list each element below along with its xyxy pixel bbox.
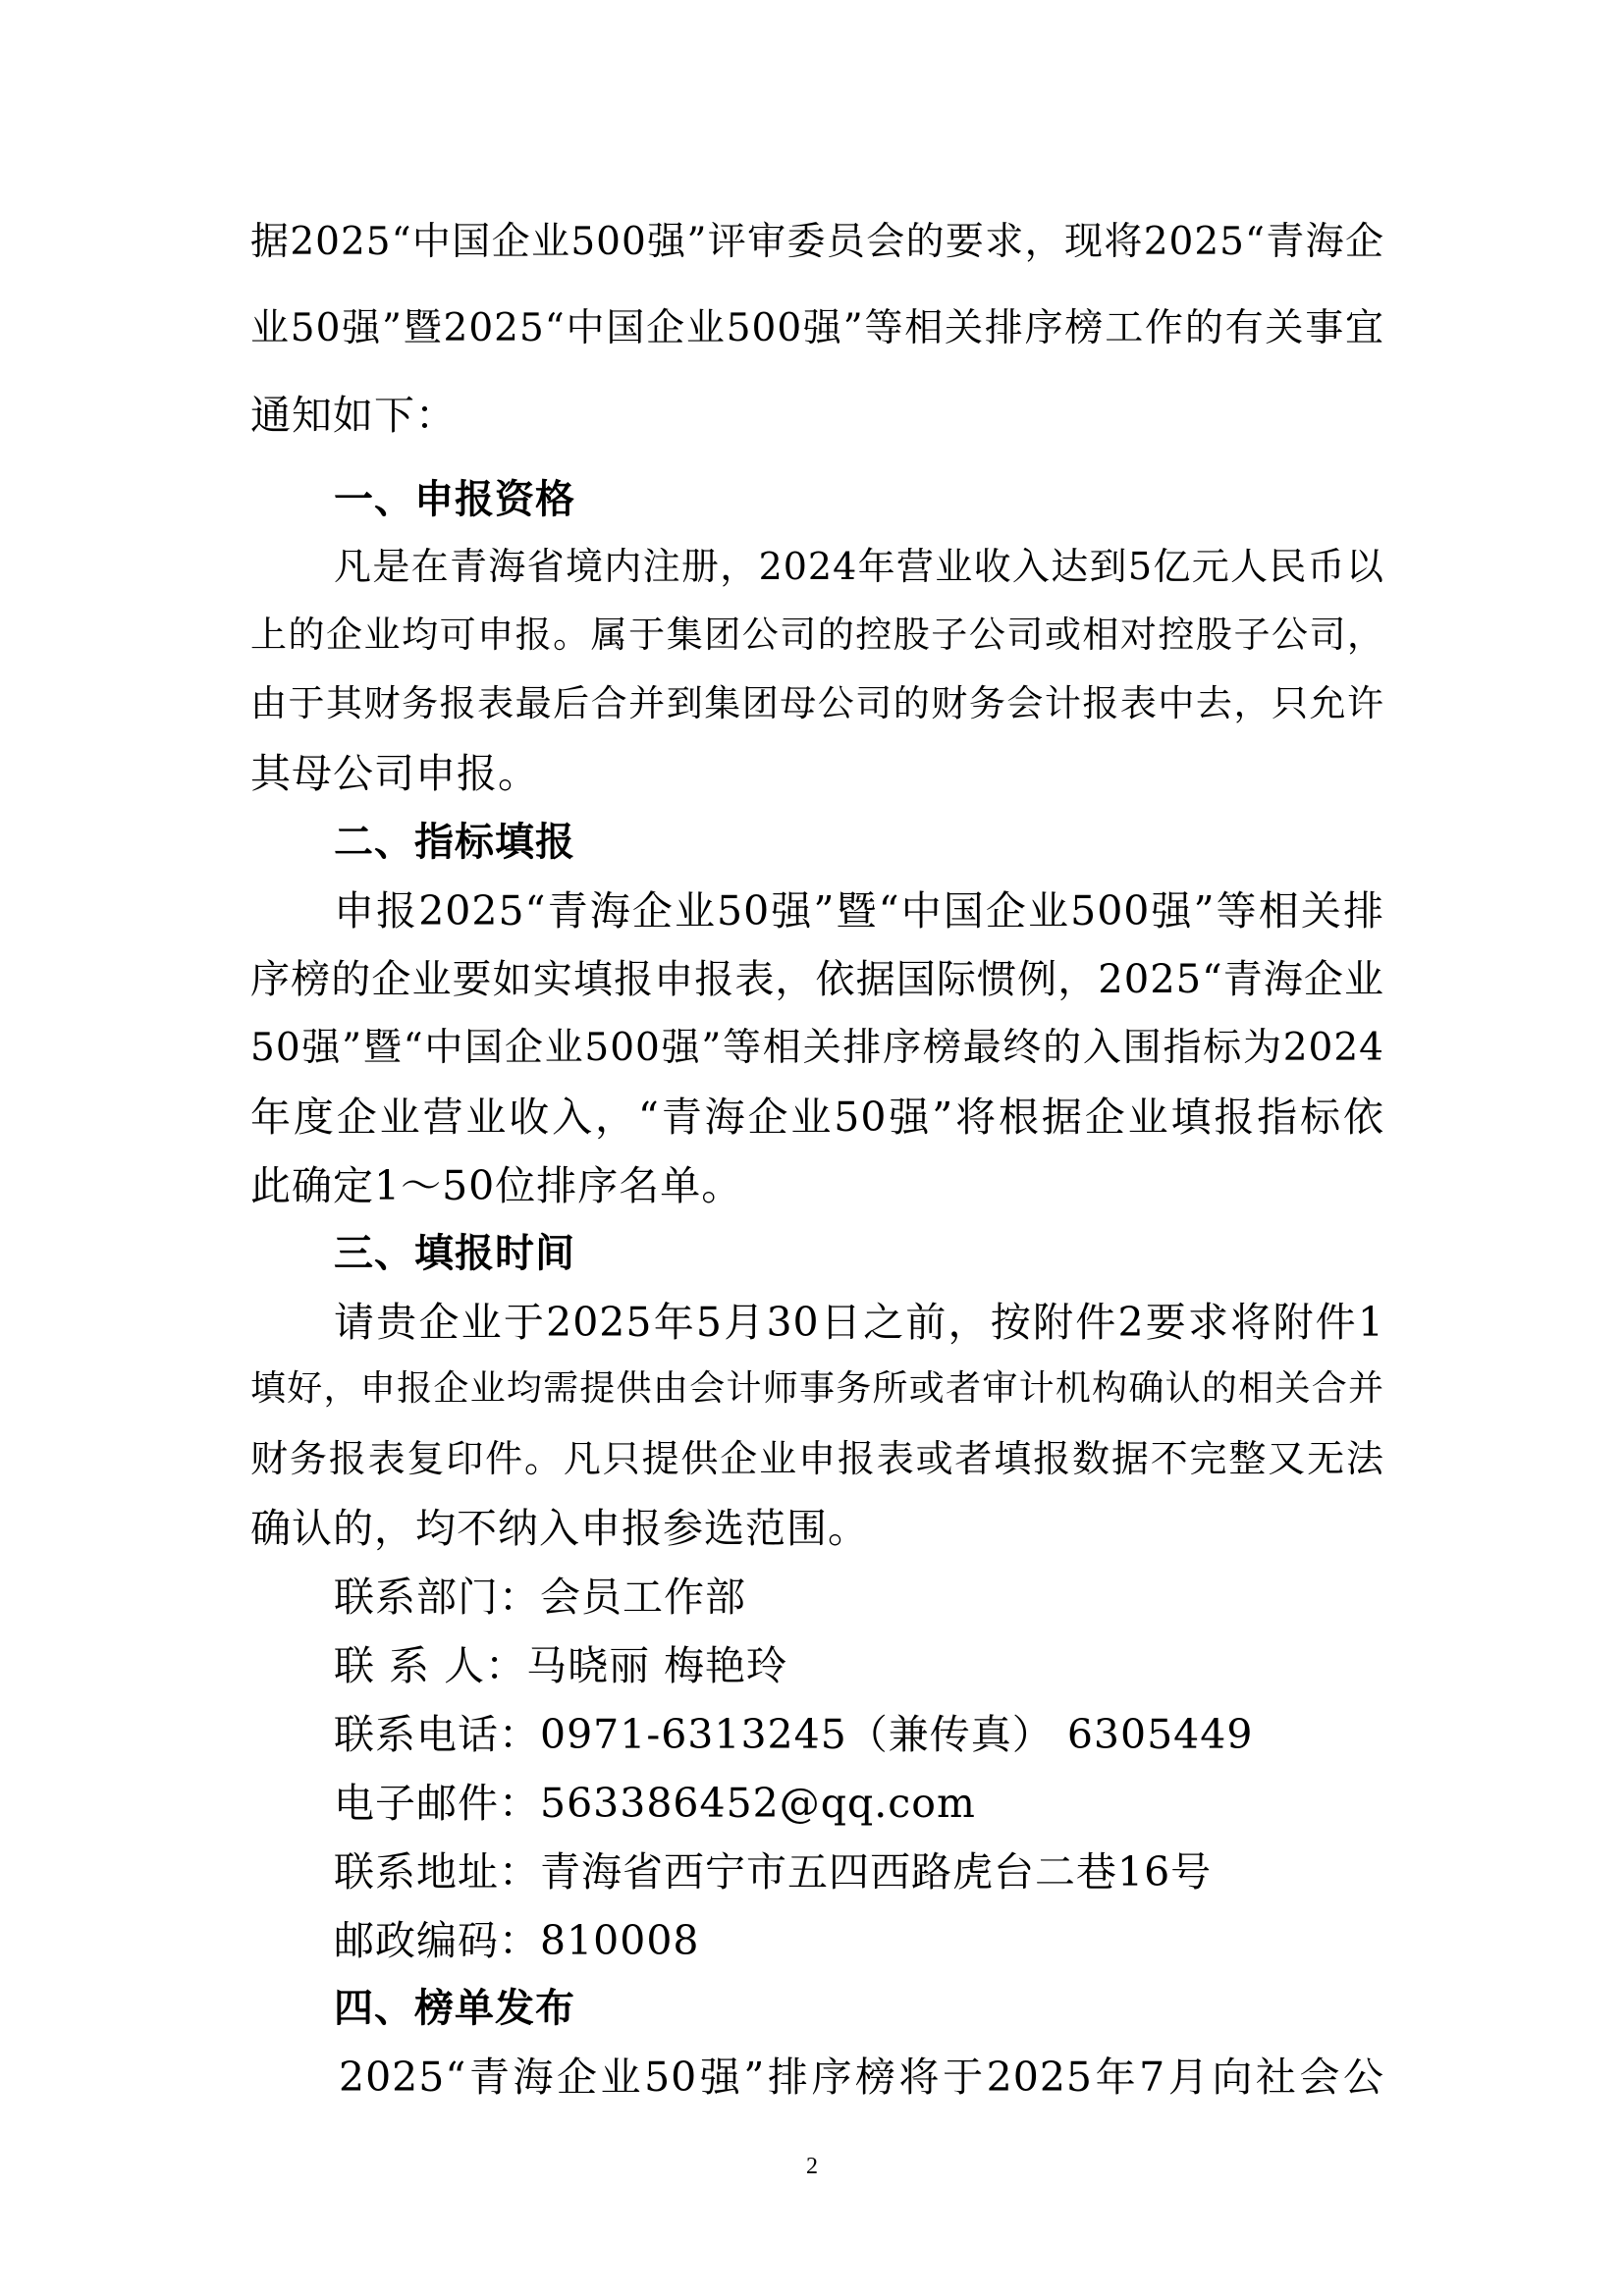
paragraph-line: 申报2025“青海企业50强”暨“中国企业500强”等相关排	[334, 887, 1384, 934]
paragraph-line: 50强”暨“中国企业500强”等相关排序榜最终的入围指标为2024	[250, 1026, 1384, 1070]
contact-department: 联系部门：会员工作部	[334, 1574, 746, 1621]
paragraph-line: 2025“青海企业50强”排序榜将于2025年7月向社会公	[339, 2054, 1384, 2101]
contact-address: 联系地址：青海省西宁市五四西路虎台二巷16号	[334, 1848, 1213, 1896]
section-heading-1: 一、申报资格	[334, 477, 575, 522]
paragraph-line: 请贵企业于2025年5月30日之前，按附件2要求将附件1	[334, 1299, 1384, 1346]
paragraph-line: 业50强”暨2025“中国企业500强”等相关排序榜工作的有关事宜	[250, 306, 1384, 350]
section-heading-2: 二、指标填报	[334, 820, 575, 865]
paragraph-line: 填好，申报企业均需提供由会计师事务所或者审计机构确认的相关合并	[250, 1368, 1384, 1409]
section-heading-3: 三、填报时间	[334, 1231, 575, 1276]
paragraph-line: 年度企业营业收入，“青海企业50强”将根据企业填报指标依	[250, 1094, 1384, 1141]
paragraph-line: 凡是在青海省境内注册，2024年营业收入达到5亿元人民币以	[334, 545, 1384, 588]
paragraph-line: 其母公司申报。	[250, 750, 539, 797]
section-heading-4: 四、榜单发布	[334, 1986, 575, 2031]
paragraph-line: 确认的，均不纳入申报参选范围。	[250, 1505, 869, 1552]
paragraph-line: 序榜的企业要如实填报申报表，依据国际惯例，2025“青海企业	[250, 957, 1384, 1002]
paragraph-line: 由于其财务报表最后合并到集团母公司的财务会计报表中去，只允许	[250, 682, 1384, 724]
contact-postcode: 邮政编码：810008	[334, 1917, 700, 1964]
contact-phone: 联系电话：0971-6313245（兼传真） 6305449	[334, 1711, 1254, 1758]
paragraph-line: 财务报表复印件。凡只提供企业申报表或者填报数据不完整又无法	[250, 1437, 1384, 1480]
paragraph-line: 上的企业均可申报。属于集团公司的控股子公司或相对控股子公司，	[250, 614, 1384, 656]
paragraph-line: 通知如下：	[250, 392, 457, 439]
contact-email: 电子邮件：563386452@qq.com	[334, 1780, 976, 1827]
page-number: 2	[806, 2154, 818, 2179]
paragraph-line: 此确定1～50位排序名单。	[250, 1162, 743, 1209]
paragraph-line: 据2025“中国企业500强”评审委员会的要求，现将2025“青海企	[250, 220, 1384, 264]
contact-person: 联 系 人：马晓丽 梅艳玲	[334, 1642, 788, 1689]
